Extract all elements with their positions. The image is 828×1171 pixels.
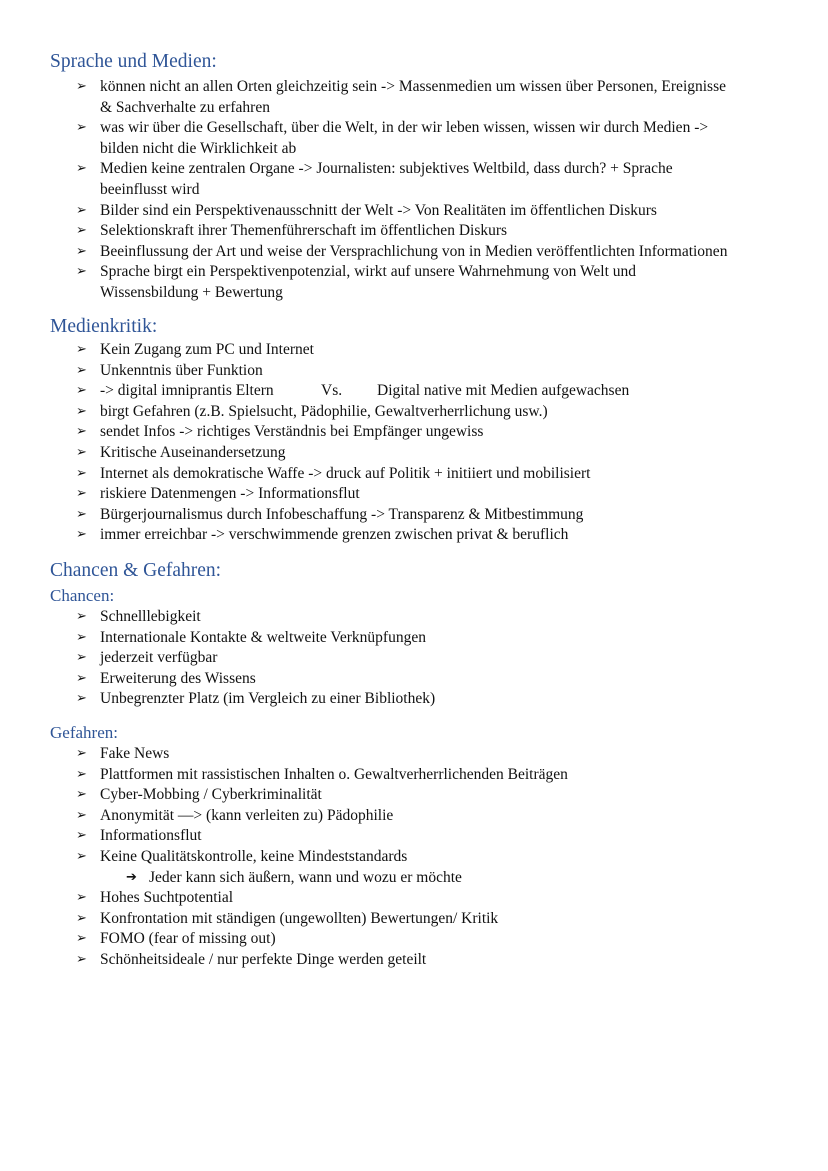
arrow-bullet-icon: ➢ <box>76 264 87 280</box>
arrow-bullet-icon: ➢ <box>76 486 87 502</box>
list-item <box>0 505 828 526</box>
list-item-text: sendet Infos -> richtiges Verständnis bei Empfänger ungewiss <box>100 423 484 441</box>
arrow-bullet-icon: ➢ <box>76 161 87 177</box>
arrow-bullet-icon: ➢ <box>76 120 87 136</box>
list-item-text: immer erreichbar -> verschwimmende grenzen zwischen privat & beruflich <box>100 526 569 544</box>
list-item-text: Kein Zugang zum PC und Internet <box>100 341 314 358</box>
arrow-bullet-icon: ➢ <box>76 223 87 239</box>
arrow-bullet-icon: ➢ <box>76 910 87 926</box>
list-item-text: Unbegrenzter Platz (im Vergleich zu einer Bibliothek) <box>100 690 436 708</box>
list-item-text: Bürgerjournalismus durch Infobeschaffung -> Transparenz & Mitbestimmung <box>100 505 584 523</box>
subheading-chancen: Chancen: <box>50 586 115 605</box>
list-item <box>0 221 828 242</box>
list-item-text: Medien keine zentralen Organe -> Journalisten: subjektives Weltbild, dass durch? + Sprache beeinflusst wird <box>100 160 673 198</box>
list-item <box>0 361 828 382</box>
list-item-text: was wir über die Gesellschaft, über die Welt, in der wir leben wissen, wissen wir durch Medien -> bilden nicht die Wirklichkeit ab <box>100 119 709 157</box>
list-item-text: Erweiterung des Wissens <box>100 669 256 687</box>
list-item <box>0 765 828 786</box>
arrow-bullet-icon: ➢ <box>76 746 87 761</box>
comparison-vs: Vs. <box>321 382 343 400</box>
list-item-text: Internet als demokratische Waffe -> druck auf Politik + initiiert und mobilisiert <box>100 464 591 482</box>
arrow-bullet-icon: ➢ <box>76 650 87 666</box>
subheading-gefahren: Gefahren: <box>50 723 118 742</box>
arrow-bullet-icon: ➢ <box>76 79 87 94</box>
list-item-text: Konfrontation mit ständigen (ungewollten) Bewertungen/ Kritik <box>100 909 499 927</box>
list-item-text: Fake News <box>100 745 170 762</box>
list-item <box>0 242 828 263</box>
list-item-text: Informationsflut <box>100 827 202 845</box>
arrow-bullet-icon: ➢ <box>76 424 87 440</box>
list-item-text: Schnelllebigkeit <box>100 608 201 625</box>
list-item <box>0 888 828 909</box>
list-item-text: Schönheitsideale / nur perfekte Dinge werden geteilt <box>100 950 427 968</box>
list-medienkritik <box>0 340 828 546</box>
list-item <box>0 77 828 118</box>
list-item-text: Hohes Suchtpotential <box>100 889 234 907</box>
arrow-bullet-icon: ➢ <box>76 383 87 399</box>
comparison-left: -> digital imniprantis Eltern <box>100 382 274 400</box>
list-item <box>0 464 828 485</box>
list-item <box>0 201 828 222</box>
list-item-text: FOMO (fear of missing out) <box>100 930 276 948</box>
arrow-bullet-icon: ➢ <box>76 527 87 543</box>
arrow-bullet-icon: ➢ <box>76 506 87 522</box>
list-item <box>0 785 828 806</box>
arrow-bullet-icon: ➢ <box>76 202 87 218</box>
sub-list-item <box>0 868 828 889</box>
arrow-bullet-icon: ➢ <box>76 951 87 967</box>
right-arrow-icon: ➔ <box>126 869 137 885</box>
list-item <box>0 950 828 971</box>
list-item <box>0 525 828 546</box>
heading-chancen-und-gefahren: Chancen & Gefahren: <box>50 560 222 581</box>
arrow-bullet-icon: ➢ <box>76 670 87 686</box>
arrow-bullet-icon: ➢ <box>76 444 87 460</box>
list-sprache-und-medien <box>0 77 828 304</box>
list-item <box>0 484 828 505</box>
list-item-text: Unkenntnis über Funktion <box>100 361 263 379</box>
list-item-text: Jeder kann sich äußern, wann und wozu er möchte <box>149 868 462 886</box>
list-gefahren <box>0 744 828 971</box>
list-item-text: birgt Gefahren (z.B. Spielsucht, Pädophilie, Gewaltverherrlichung usw.) <box>100 402 548 420</box>
list-item-text: Cyber-Mobbing / Cyberkriminalität <box>100 786 322 804</box>
list-item <box>0 159 828 200</box>
list-item-text: Internationale Kontakte & weltweite Verknüpfungen <box>100 628 426 646</box>
list-item-text: Kritische Auseinandersetzung <box>100 443 286 461</box>
list-item-text: Selektionskraft ihrer Themenführerschaft im öffentlichen Diskurs <box>100 222 508 240</box>
list-item <box>0 909 828 930</box>
arrow-bullet-icon: ➢ <box>76 362 87 378</box>
list-item <box>0 669 828 690</box>
arrow-bullet-icon: ➢ <box>76 828 87 844</box>
comparison-right: Digital native mit Medien aufgewachsen <box>377 382 630 400</box>
list-item-text: Bilder sind ein Perspektivenausschnitt der Welt -> Von Realitäten im öffentlichen Diskurs <box>100 201 657 219</box>
list-item <box>0 929 828 950</box>
list-item-text: Sprache birgt ein Perspektivenpotenzial, wirkt auf unsere Wahrnehmung von Welt und Wissensbildung + Bewertung <box>100 263 636 301</box>
list-item <box>0 628 828 649</box>
arrow-bullet-icon: ➢ <box>76 787 87 803</box>
arrow-bullet-icon: ➢ <box>76 766 87 782</box>
list-item-text: Plattformen mit rassistischen Inhalten o. Gewaltverherrlichenden Beiträgen <box>100 765 568 783</box>
list-item <box>0 118 828 159</box>
list-item <box>0 262 828 303</box>
arrow-bullet-icon: ➢ <box>76 342 87 357</box>
arrow-bullet-icon: ➢ <box>76 890 87 906</box>
list-item <box>0 422 828 443</box>
list-item <box>0 744 828 765</box>
list-item <box>0 648 828 669</box>
list-item <box>0 443 828 464</box>
arrow-bullet-icon: ➢ <box>76 807 87 823</box>
list-item <box>0 340 828 361</box>
heading-sprache-und-medien: Sprache und Medien: <box>50 51 217 72</box>
arrow-bullet-icon: ➢ <box>76 403 87 419</box>
arrow-bullet-icon: ➢ <box>76 848 87 864</box>
list-item <box>0 402 828 423</box>
arrow-bullet-icon: ➢ <box>76 629 87 645</box>
list-item-text: riskiere Datenmengen -> Informationsflut <box>100 485 360 503</box>
arrow-bullet-icon: ➢ <box>76 243 87 259</box>
heading-medienkritik: Medienkritik: <box>50 316 158 337</box>
list-item <box>0 826 828 847</box>
list-item-text: Keine Qualitätskontrolle, keine Mindeststandards <box>100 847 408 865</box>
list-item-text: Beeinflussung der Art und weise der Versprachlichung von in Medien veröffentlichten Informationen <box>100 242 728 260</box>
list-item <box>0 689 828 710</box>
list-item <box>0 607 828 628</box>
list-chancen <box>0 607 828 710</box>
list-item <box>0 806 828 827</box>
arrow-bullet-icon: ➢ <box>76 691 87 707</box>
list-item-text: jederzeit verfügbar <box>100 649 218 667</box>
arrow-bullet-icon: ➢ <box>76 931 87 947</box>
list-item-text: Anonymität —> (kann verleiten zu) Pädophilie <box>100 806 394 824</box>
list-item-text: können nicht an allen Orten gleichzeitig sein -> Massenmedien um wissen über Personen, Ereignisse & Sachverhalte zu erfahren <box>100 78 726 116</box>
list-item <box>0 847 828 868</box>
arrow-bullet-icon: ➢ <box>76 465 87 481</box>
arrow-bullet-icon: ➢ <box>76 609 87 624</box>
list-item-comparison <box>0 381 828 402</box>
